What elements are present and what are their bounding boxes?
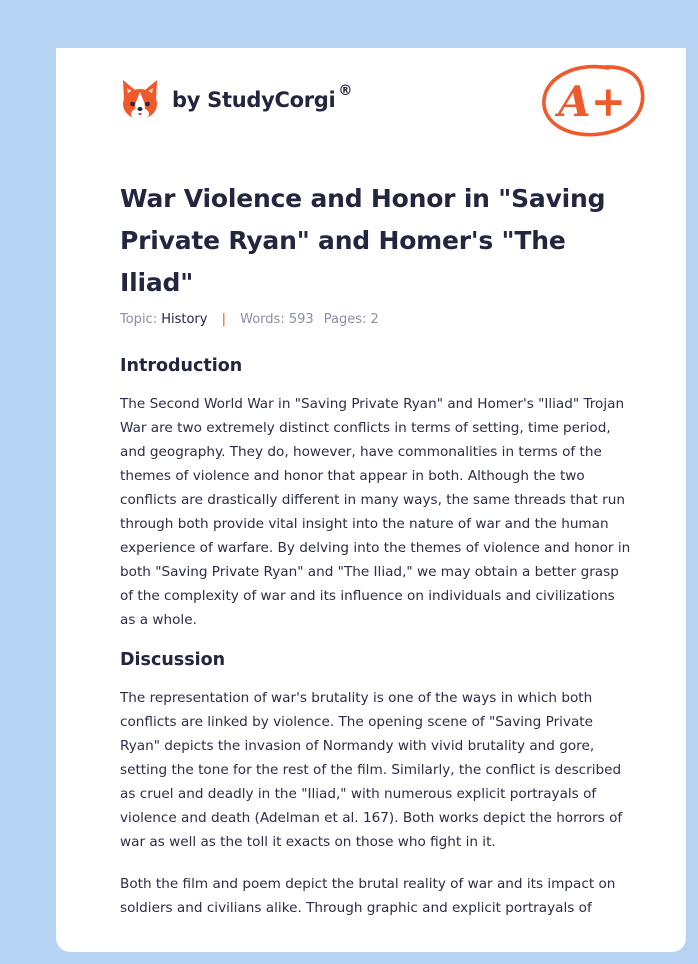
- a-plus-grade-badge: [538, 58, 648, 142]
- paragraph-discussion-2: Both the film and poem depict the brutal reality of war and its impact on soldiers and civilians alike. Through graphic and explicit portrayals of: [120, 876, 616, 916]
- brand-name: by StudyCorgi: [172, 88, 336, 112]
- word-count: Words: 593: [240, 312, 314, 327]
- paragraph-discussion-1: The representation of war's brutality is one of the ways in which both conflicts are linked by violence. The opening scene of "Saving Private Ryan" depicts the invasion of Normandy with vivid brutality and gore, setting the tone for the rest of the film. Similarly, the conflict is described as cruel and deadly in the "Iliad," with numerous explicit portrayals of violence and death (Adelman et al. 167). Both works depict the horrors of war as well as the toll it exacts on those who fight in it.: [120, 690, 623, 850]
- document-page: [56, 48, 686, 952]
- paragraph-introduction: The Second World War in "Saving Private Ryan" and Homer's "Iliad" Trojan War are two extremely distinct conflicts in terms of setting, time period, and geography. They do, however, have commonalities in terms of the themes of violence and honor that appear in both. Although the two conflicts are drastically different in many ways, the same threads that run through both provide vital insight into the nature of war and the human experience of warfare. By delving into the themes of violence and honor in both "Saving Private Ryan" and "The Iliad," we may obtain a better grasp of the complexity of war and its influence on individuals and civilizations as a whole.: [120, 396, 631, 628]
- section-heading-introduction: Introduction: [120, 356, 243, 376]
- corgi-icon: [120, 78, 160, 122]
- brand-logo[interactable]: [120, 76, 352, 124]
- page-count: Pages: 2: [323, 312, 379, 327]
- topic-link[interactable]: History: [161, 312, 208, 327]
- registered-mark: ®: [338, 83, 353, 99]
- topic-label: Topic:: [120, 312, 158, 327]
- document-meta: [120, 311, 634, 329]
- document-title: War Violence and Honor in "Saving Private Ryan" and Homer's "The Iliad": [120, 184, 606, 297]
- grade-text: A+: [558, 77, 626, 126]
- meta-separator: |: [221, 312, 226, 327]
- section-heading-discussion: Discussion: [120, 650, 226, 670]
